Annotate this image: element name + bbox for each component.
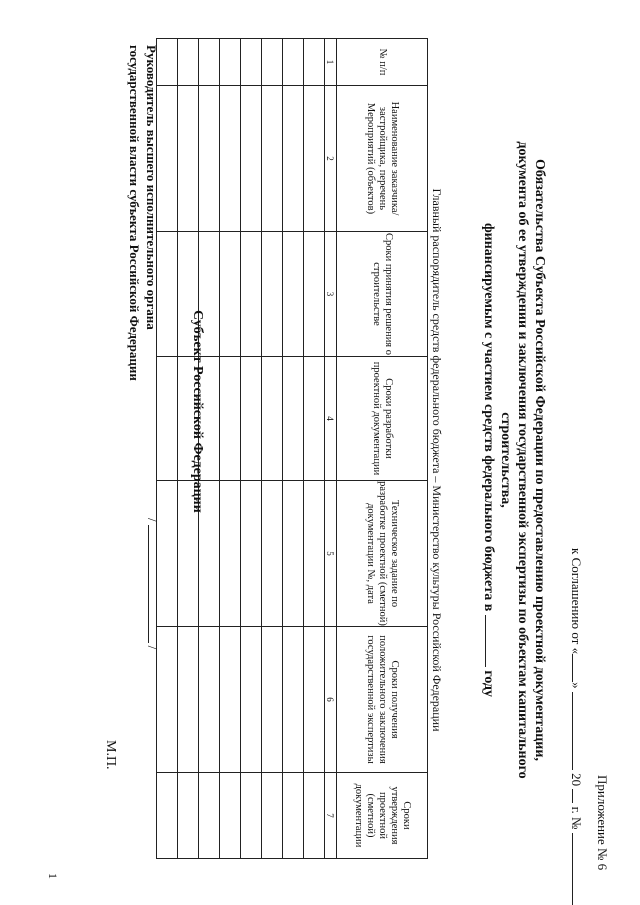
table-cell: [241, 86, 262, 232]
table-cell: [178, 773, 199, 859]
table-row: [241, 39, 262, 859]
subject-heading: Субъект Российской Федерации: [190, 310, 205, 513]
table-cell: [220, 627, 241, 773]
title-line-1: Обязательства Субъекта Российской Федерации по предоставлению проектной документации,: [532, 159, 547, 761]
table-cell: [283, 357, 304, 481]
column-header: Сроки разработки проектной документации: [337, 357, 428, 481]
column-header: Техническое задание по разработке проектной (сметной) документации №, дата: [337, 481, 428, 627]
date-year-blank: [572, 789, 583, 803]
table-cell: [283, 86, 304, 232]
table-cell: [241, 627, 262, 773]
table-row: [262, 39, 283, 859]
table-cell: [241, 481, 262, 627]
table-cell: [220, 481, 241, 627]
table-cell: [262, 773, 283, 859]
table-cell: [178, 86, 199, 232]
title-line-3: [480, 140, 497, 780]
column-header: Сроки утверждения проектной (сметной) документации: [337, 773, 428, 859]
table-cell: [199, 86, 220, 232]
column-number: 4: [325, 357, 337, 481]
column-number: 6: [325, 627, 337, 773]
column-number: 1: [325, 39, 337, 86]
signature-blank: [148, 525, 160, 643]
agreement-prefix: к Соглашению от «: [569, 548, 584, 655]
table-cell: [283, 773, 304, 859]
page-number: 1: [46, 873, 60, 879]
year-blank: [485, 615, 497, 667]
table-row: [220, 39, 241, 859]
table-cell: [304, 481, 325, 627]
table-cell: [262, 627, 283, 773]
table-cell: [220, 357, 241, 481]
column-header: № п/п: [337, 39, 428, 86]
table-cell: [304, 773, 325, 859]
agreement-middle: »: [569, 682, 584, 689]
table-cell: [304, 86, 325, 232]
table-cell: [304, 357, 325, 481]
table-cell: [178, 39, 199, 86]
table-cell: [262, 357, 283, 481]
table-cell: [199, 39, 220, 86]
column-number: 7: [325, 773, 337, 859]
table-cell: [283, 481, 304, 627]
column-number: 2: [325, 86, 337, 232]
ministry-line: Главный распорядитель средств федерального бюджета – Министерство культуры Российской Федерации: [430, 188, 444, 732]
title-line-3-start: финансируемым с участием средств федерального бюджета в: [481, 222, 496, 612]
table-cell: [199, 773, 220, 859]
table-cell: [157, 773, 178, 859]
table-cell: [178, 627, 199, 773]
column-number: 5: [325, 481, 337, 627]
column-header: Наименование заказчика/застройщика, перечень Мероприятий (объектов): [337, 86, 428, 232]
date-month-blank: [572, 692, 583, 770]
column-header: Сроки получения положительного заключения государственной экспертизы: [337, 627, 428, 773]
table-cell: [220, 86, 241, 232]
table-cell: [304, 232, 325, 357]
signature-slash: /: [145, 645, 160, 650]
column-number-row: [325, 39, 337, 859]
table-row: [283, 39, 304, 859]
table-cell: [220, 773, 241, 859]
title-line-2: документа об ее утверждении и заключения государственной экспертизы по объектам капитального строительства,: [498, 141, 530, 779]
table-cell: [283, 39, 304, 86]
appendix-label: Приложение № 6: [595, 775, 610, 871]
table-cell: [283, 232, 304, 357]
date-day-blank: [572, 654, 583, 682]
table-cell: [262, 86, 283, 232]
table-cell: [262, 39, 283, 86]
title-line-3-end: году: [481, 670, 496, 698]
signatory-line-2: государственной власти субъекта Российской Федерации: [127, 45, 142, 381]
signature-slash: /: [145, 518, 160, 522]
agreement-reference: [568, 548, 584, 905]
document-title: [480, 140, 548, 780]
table-cell: [304, 39, 325, 86]
table-header-row: [337, 39, 428, 859]
agreement-number-blank: [572, 833, 583, 905]
signatory-line-1: Руководитель высшего исполнительного органа: [144, 45, 159, 330]
table-cell: [241, 39, 262, 86]
table-row: [304, 39, 325, 859]
column-header: Сроки принятия решения о строительстве: [337, 232, 428, 357]
table-cell: [241, 232, 262, 357]
table-cell: [241, 773, 262, 859]
signature-field: [144, 518, 160, 649]
agreement-suffix: г. №: [569, 806, 584, 830]
agreement-year: 20: [569, 773, 584, 787]
table-cell: [199, 627, 220, 773]
stamp-place-label: М.П.: [103, 740, 118, 770]
table-cell: [220, 39, 241, 86]
table-cell: [283, 627, 304, 773]
table-cell: [262, 232, 283, 357]
column-number: 3: [325, 232, 337, 357]
table-cell: [220, 232, 241, 357]
table-cell: [304, 627, 325, 773]
table-cell: [262, 481, 283, 627]
signatory-title: [126, 45, 160, 381]
table-cell: [241, 357, 262, 481]
